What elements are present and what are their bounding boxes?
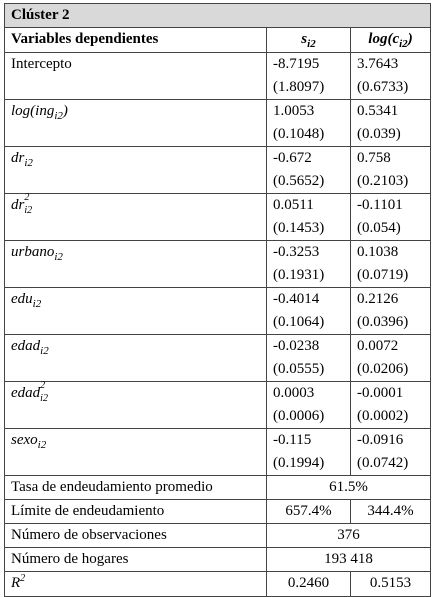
hogares-row (5, 548, 431, 572)
c-cell (351, 382, 431, 429)
s-coef: -0.4014 (273, 291, 320, 307)
row-label (5, 429, 267, 476)
header-log-c-suffix: ) (407, 31, 413, 47)
header-log-c-prefix: log(c (368, 31, 400, 47)
header-log-c-sub: i2 (399, 38, 408, 50)
obs-value: 376 (267, 524, 431, 548)
label-sub: i2 (32, 298, 42, 310)
c-coef: -0.0916 (357, 432, 404, 448)
header-variables: Variables dependientes (5, 28, 267, 53)
s-coef: 0.0511 (273, 197, 314, 213)
s-se: (0.1064) (273, 314, 325, 330)
s-cell (267, 194, 351, 241)
label-base: dr (11, 197, 25, 213)
row-label (5, 335, 267, 382)
table-row (5, 335, 431, 382)
row-label (5, 100, 267, 147)
c-coef: 0.5341 (357, 103, 399, 119)
label-sub: i2 (24, 157, 33, 169)
limite-c: 344.4% (351, 500, 431, 524)
r2-base: R (11, 575, 21, 591)
r2-c: 0.5153 (351, 572, 431, 597)
s-cell (267, 53, 351, 100)
label-sub: i2 (40, 345, 49, 357)
c-cell (351, 53, 431, 100)
table-row (5, 147, 431, 194)
c-coef: 0.758 (357, 150, 391, 166)
s-coef: 0.0003 (273, 385, 315, 401)
c-se: (0.6733) (357, 79, 409, 95)
obs-label: Número de observaciones (5, 524, 267, 548)
c-cell (351, 147, 431, 194)
obs-row (5, 524, 431, 548)
s-cell (267, 429, 351, 476)
limite-label: Límite de endeudamiento (5, 500, 267, 524)
s-coef: -0.115 (273, 432, 312, 448)
r2-sup: 2 (20, 573, 26, 584)
label-base: edad (11, 385, 41, 401)
s-se: (0.0006) (273, 408, 325, 424)
label-sub: i2 (54, 251, 63, 263)
limite-row (5, 500, 431, 524)
label-base: edu (11, 291, 33, 307)
table-row (5, 429, 431, 476)
label-supsub (40, 379, 54, 404)
label-base: dr (11, 150, 25, 166)
s-se: (0.1931) (273, 267, 325, 283)
s-coef: -0.672 (273, 150, 312, 166)
c-cell (351, 194, 431, 241)
table-row (5, 100, 431, 147)
c-se: (0.0742) (357, 455, 409, 471)
tasa-row (5, 476, 431, 500)
label-base: sexo (11, 432, 38, 448)
row-label (5, 191, 267, 241)
label-sub: i2 (40, 392, 48, 404)
r2-label (5, 572, 267, 597)
s-coef: -8.7195 (273, 56, 320, 72)
label-suffix: ) (62, 103, 68, 119)
c-coef: -0.1101 (357, 197, 403, 213)
c-coef: 0.0072 (357, 338, 399, 354)
c-coef: 3.7643 (357, 56, 399, 72)
row-label (5, 147, 267, 194)
row-label (5, 241, 267, 288)
tasa-value: 61.5% (267, 476, 431, 500)
limite-s: 657.4% (267, 500, 351, 524)
c-se: (0.0396) (357, 314, 409, 330)
s-se: (0.5652) (273, 173, 325, 189)
hogares-label: Número de hogares (5, 548, 267, 572)
row-label (5, 288, 267, 335)
regression-table (4, 3, 431, 597)
label-sup: 2 (24, 191, 30, 203)
table-row (5, 194, 431, 241)
c-cell (351, 100, 431, 147)
c-se: (0.0002) (357, 408, 409, 424)
s-se: (0.1048) (273, 126, 325, 142)
s-cell (267, 100, 351, 147)
s-se: (0.1994) (273, 455, 325, 471)
row-label (5, 379, 267, 429)
c-cell (351, 288, 431, 335)
label-base: urbano (11, 244, 55, 260)
table-row (5, 288, 431, 335)
header-log-c (351, 28, 431, 53)
label-sub: i2 (37, 439, 47, 451)
table-row (5, 382, 431, 429)
c-cell (351, 429, 431, 476)
r2-s: 0.2460 (267, 572, 351, 597)
label-sub: i2 (54, 110, 63, 122)
label-supsub (24, 191, 38, 216)
label-base: log(ing (11, 103, 55, 119)
s-cell (267, 147, 351, 194)
table-title: Clúster 2 (5, 4, 431, 28)
c-coef: 0.1038 (357, 244, 399, 260)
s-se: (1.8097) (273, 79, 325, 95)
s-se: (0.1453) (273, 220, 325, 236)
row-label: Intercepto (5, 53, 267, 100)
header-s-sub: i2 (307, 38, 316, 50)
c-cell (351, 241, 431, 288)
s-cell (267, 382, 351, 429)
s-coef: -0.3253 (273, 244, 320, 260)
label-sup: 2 (40, 379, 46, 391)
header-s-base: s (301, 31, 308, 47)
hogares-value: 193 418 (267, 548, 431, 572)
table-row (5, 241, 431, 288)
header-s (267, 28, 351, 53)
c-coef: 0.2126 (357, 291, 399, 307)
c-se: (0.054) (357, 220, 401, 236)
tasa-label: Tasa de endeudamiento promedio (5, 476, 267, 500)
label-base: edad (11, 338, 41, 354)
s-se: (0.0555) (273, 361, 325, 377)
c-se: (0.2103) (357, 173, 409, 189)
r2-row (5, 572, 431, 597)
c-se: (0.0719) (357, 267, 409, 283)
c-cell (351, 335, 431, 382)
s-cell (267, 241, 351, 288)
table-title-row (5, 4, 431, 28)
s-cell (267, 335, 351, 382)
c-coef: -0.0001 (357, 385, 404, 401)
c-se: (0.039) (357, 126, 401, 142)
label-sub: i2 (24, 204, 33, 216)
table-row (5, 53, 431, 100)
s-coef: -0.0238 (273, 338, 320, 354)
s-cell (267, 288, 351, 335)
c-se: (0.0206) (357, 361, 409, 377)
header-row (5, 28, 431, 53)
s-coef: 1.0053 (273, 103, 315, 119)
regression-table-container (4, 3, 431, 597)
